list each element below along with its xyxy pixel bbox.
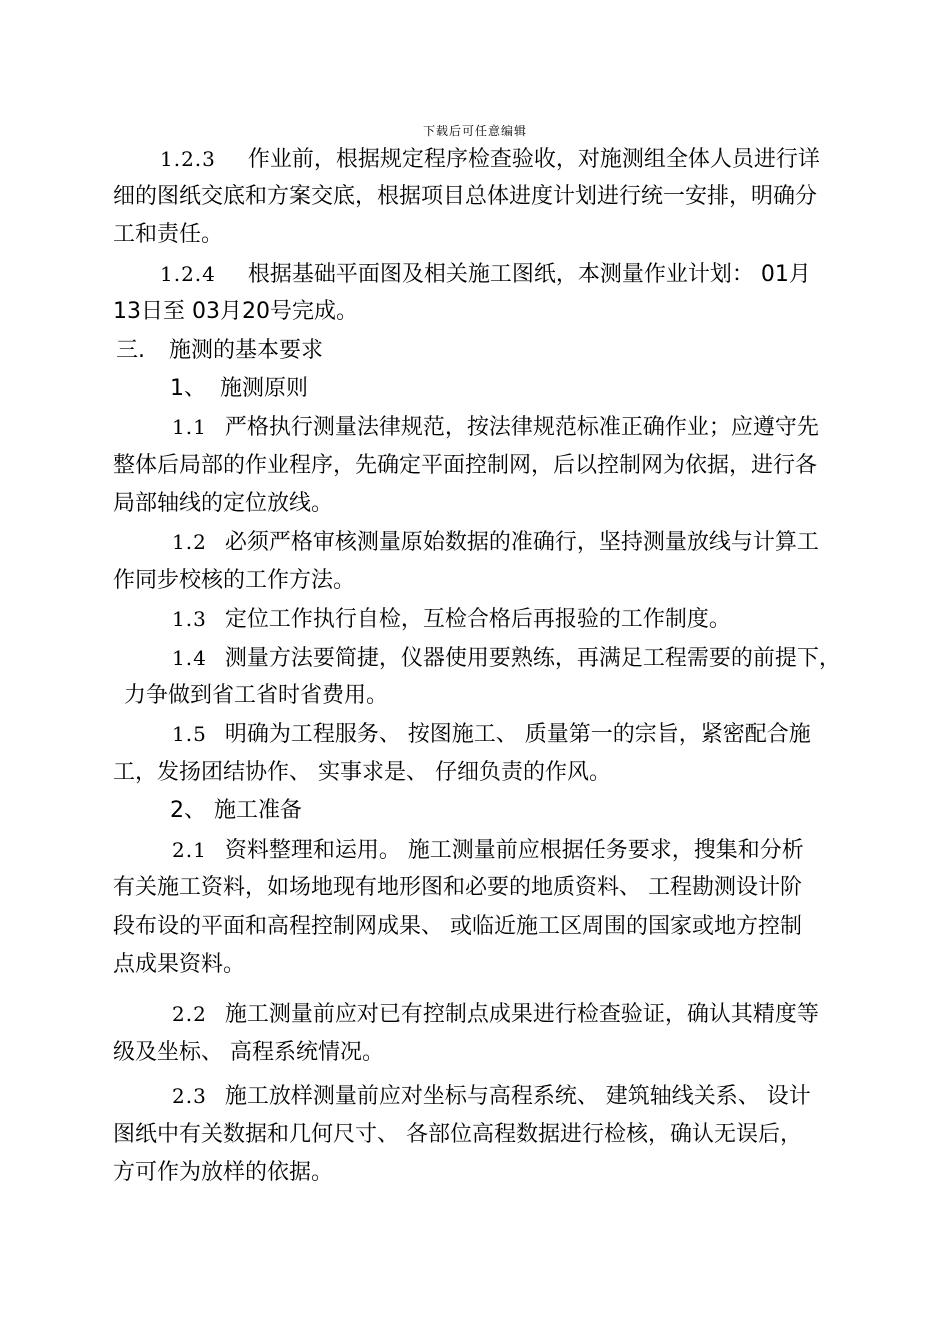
paragraph-line: [113, 1158, 333, 1188]
paragraph-text: 严格执行测量法律规范，按法律规范标准正确作业；应遵守先: [224, 415, 819, 440]
paragraph-line: [172, 835, 804, 866]
paragraph-line: [113, 220, 223, 250]
paragraph-text: 有关施工资料，如场地现有地形图和必要的地质资料、 工程勘测设计阶: [113, 875, 802, 900]
subsection-number: 1、: [170, 376, 206, 401]
paragraph-text: 段布设的平面和高程控制网成果、 或临近施工区周围的国家或地方控制: [113, 914, 802, 939]
paragraph-line: [172, 527, 819, 558]
paragraph-text: 根据基础平面图及相关施工图纸，本测量作业计划： 01月: [247, 262, 811, 287]
paragraph-text: 整体后局部的作业程序，先确定平面控制网，后以控制网为依据，进行各: [113, 453, 818, 478]
paragraph-line: [113, 758, 611, 788]
paragraph-text: 工，发扬团结协作、 实事求是、 仔细负责的作风。: [113, 760, 611, 785]
clause-number: 1.1: [172, 415, 207, 439]
paragraph-line: [172, 719, 811, 750]
paragraph-line: [113, 182, 817, 212]
paragraph-line: [113, 1120, 802, 1150]
clause-number: 2.3: [172, 1084, 207, 1108]
paragraph-line: [160, 144, 820, 175]
paragraph-line: [113, 950, 245, 980]
paragraph-line: [113, 873, 802, 903]
paragraph-line: [113, 1038, 384, 1068]
paragraph-text: 作业前，根据规定程序检查验收，对施测组全体人员进行详: [247, 147, 820, 172]
paragraph-text: 方可作为放样的依据。: [113, 1160, 334, 1185]
paragraph-line: [172, 412, 819, 443]
paragraph-line: [113, 566, 355, 596]
clause-number: 1.2: [172, 530, 207, 554]
paragraph-text: 资料整理和运用。 施工测量前应根据任务要求，搜集和分析: [224, 838, 804, 863]
subsection-title: 施工准备: [214, 798, 303, 823]
paragraph-text: 作同步校核的工作方法。: [113, 568, 356, 593]
clause-number: 1.2.3: [160, 147, 216, 171]
paragraph-text: 测量方法要简捷，仪器使用要熟练，再满足工程需要的前提下，: [224, 646, 841, 671]
section-number: 三.: [116, 338, 145, 363]
clause-number: 2.1: [172, 838, 207, 862]
subsection-heading: [170, 796, 302, 826]
paragraph-line: [160, 259, 811, 290]
clause-number: 1.2.4: [160, 262, 216, 286]
subsection-heading: [170, 374, 308, 404]
paragraph-text: 工和责任。: [113, 222, 224, 247]
paragraph-line: [124, 681, 388, 711]
paragraph-line: [113, 297, 358, 327]
paragraph-text: 图纸中有关数据和几何尺寸、 各部位高程数据进行检核，确认无误后，: [113, 1122, 802, 1147]
paragraph-text: 施工放样测量前应对坐标与高程系统、 建筑轴线关系、 设计: [224, 1084, 811, 1109]
paragraph-text: 明确为工程服务、 按图施工、 质量第一的宗旨，紧密配合施: [224, 722, 811, 747]
paragraph-text: 点成果资料。: [113, 952, 246, 977]
subsection-title: 施测原则: [220, 376, 309, 401]
paragraph-text: 局部轴线的定位放线。: [113, 491, 334, 516]
clause-number: 1.5: [172, 722, 207, 746]
paragraph-text: 级及坐标、 高程系统情况。: [113, 1040, 384, 1065]
paragraph-text: 细的图纸交底和方案交底，根据项目总体进度计划进行统一安排，明确分: [113, 184, 818, 209]
clause-number: 1.3: [172, 607, 207, 631]
paragraph-text: 定位工作执行自检，互检合格后再报验的工作制度。: [224, 607, 731, 632]
paragraph-line: [113, 912, 802, 942]
section-heading: [116, 336, 323, 366]
paragraph-text: 必须严格审核测量原始数据的准确行，坚持测量放线与计算工: [224, 530, 819, 555]
section-title: 施测的基本要求: [169, 338, 324, 363]
paragraph-text: 力争做到省工省时省费用。: [124, 683, 389, 708]
paragraph-line: [113, 451, 817, 481]
paragraph-text: 施工测量前应对已有控制点成果进行检查验证，确认其精度等: [224, 1002, 819, 1027]
subsection-number: 2、: [170, 798, 206, 823]
page-header-note: 下载后可任意编辑: [422, 124, 527, 138]
paragraph-line: [172, 999, 819, 1030]
clause-number: 1.4: [172, 646, 207, 670]
paragraph-line: [172, 1081, 811, 1112]
clause-number: 2.2: [172, 1002, 207, 1026]
paragraph-line: [113, 489, 333, 519]
paragraph-line: [172, 604, 731, 635]
paragraph-text: 13日至 03月20号完成。: [113, 299, 358, 324]
paragraph-line: [172, 643, 841, 674]
